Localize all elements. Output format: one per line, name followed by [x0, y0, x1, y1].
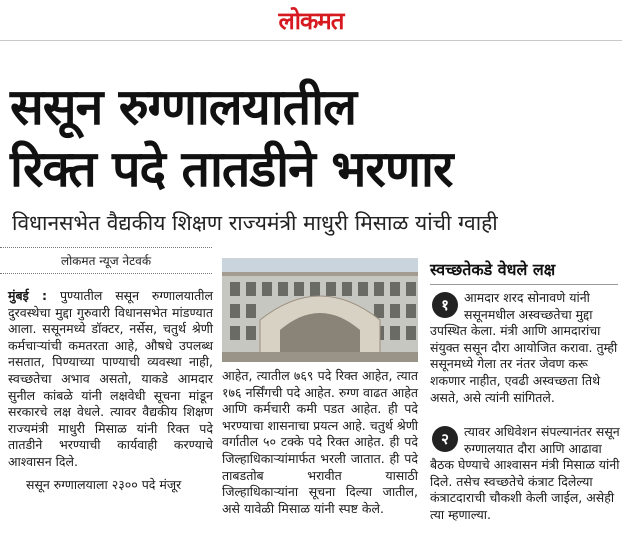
article-body-left-2: ससून रुग्णालयाला २३०० पदे मंजूर	[26, 476, 182, 492]
building-illustration	[222, 258, 418, 362]
dateline: मुंबई :	[8, 288, 48, 303]
sidebar-point-text: त्यावर अधिवेशन संपल्यानंतर ससून रुग्णालयात दौरा आणि आढावा बैठक घेण्याचे आश्वासन मंत्री मिसाळ यांनी दिले. तसेच स्वच्छतेचे कंत्राट दिलेल्या कंत्राटदाराची चौकशी केली जाईल, असेही त्या म्हणाल्या.	[430, 424, 620, 522]
sidebar-point-2	[430, 424, 620, 524]
hospital-building-photo	[222, 258, 418, 362]
point-number-badge: २	[432, 426, 458, 452]
sidebar-point-1	[430, 290, 620, 406]
subheadline: विधानसभेत वैद्यकीय शिक्षण राज्यमंत्री माधुरी मिसाळ यांची ग्वाही	[12, 211, 498, 235]
sidebar-title: स्वच्छतेकडे वेधले लक्ष	[430, 260, 556, 279]
masthead	[0, 0, 622, 40]
byline: लोकमत न्यूज नेटवर्क	[60, 254, 152, 268]
headline-line-1: ससून रुग्णालयातील	[10, 78, 357, 136]
article-column-left	[8, 288, 213, 493]
sidebar-title-rule	[430, 284, 618, 285]
sidebar-point-text: आमदार शरद सोनावणे यांनी ससूनमधील अस्वच्छतेचा मुद्दा उपस्थित केला. मंत्री आणि आमदारांचा संयुक्त ससून दौरा आयोजित करावा. तुम्ही ससूनमध्ये गेला तर नंतर जेवण करू शकणार नाहीत, एवढी अस्वच्छता तिथे असते, असे त्यांनी सांगितले.	[430, 290, 618, 405]
article-body-left: पुण्यातील ससून रुग्णालयातील दुरवस्थेचा मुद्दा गुरुवारी विधानसभेत मांडण्यात आला. ससूनमध्ये डॉक्टर, नर्सेस, चतुर्थ श्रेणी कर्मचाऱ्यांची कमतरता आहे, औषधे उपलब्ध नसतात, पिण्याच्या पाण्याची व्यवस्था नाही, स्वच्छतेचा अभाव असतो, याकडे आमदार सुनील कांबळे यांनी लक्षवेधी सूचना मांडून सरकारचे लक्ष वेधले. त्यावर वैद्यकीय शिक्षण राज्यमंत्री माधुरी मिसाळ यांनी रिक्त पदे तातडीने भरण्याची कार्यवाही करण्याचे आश्वासन दिले.	[8, 288, 213, 469]
article-column-middle: आहेत, त्यातील ७६९ पदे रिक्त आहेत, त्यात १७६ नर्सिंगची पदे आहेत. रुग्ण वाढत आहेत आणि कर्मचारी कमी पडत आहेत. ही पदे भरण्याचा शासनाचा प्रयत्न आहे. चतुर्थ श्रेणी वर्गातील ५० टक्के पदे रिक्त आहेत. ही पदे जिल्हाधिकाऱ्यांमार्फत भरली जातात. ही पदे ताबडतोब भरावीत यासाठी जिल्हाधिकाऱ्यांना सूचना दिल्या जातील, असे यावेळी मिसाळ यांनी स्पष्ट केले.	[222, 368, 418, 516]
newspaper-logo: लोकमत	[278, 6, 344, 35]
masthead-divider	[0, 40, 622, 41]
byline-rule-bottom	[0, 273, 212, 274]
point-number-badge: १	[432, 292, 458, 318]
headline-line-2: रिक्त पदे तातडीने भरणार	[10, 140, 453, 198]
headline	[10, 76, 610, 200]
